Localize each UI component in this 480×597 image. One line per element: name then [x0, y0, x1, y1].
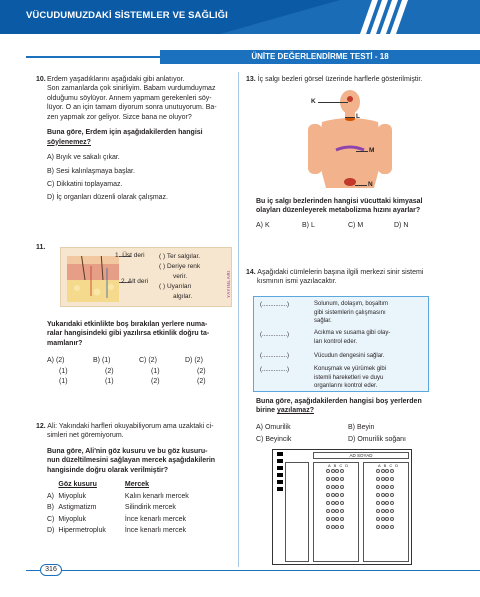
q14-text-1: Aşağıdaki cümlelerin başına ilgili merkezi sinir sistemi — [257, 269, 424, 276]
skin-activity-box — [60, 247, 232, 307]
blank-3[interactable]: (...............) — [260, 353, 290, 359]
option-d[interactable]: D) (2) (2) (2) — [185, 357, 206, 385]
optical-answer-form — [272, 449, 412, 565]
label-k: K — [311, 98, 316, 105]
option-b[interactable]: B) Beyin — [348, 424, 375, 431]
number-grid[interactable] — [285, 462, 309, 562]
option-b[interactable]: B) (1) (2) (1) — [93, 357, 114, 385]
option-c[interactable]: C) Miyopluk İnce kenarlı mercek — [47, 515, 186, 523]
q12-prompt-3: hangisinde doğru olarak verilmiştir? — [47, 466, 168, 474]
answer-grid-2[interactable]: ABCD — [363, 462, 409, 562]
q11-prompt-3: mamlanır? — [47, 339, 83, 347]
label-alt-deri: 2. Alt deri — [121, 278, 149, 285]
option-d[interactable]: D) Hipermetropluk İnce kenarlı mercek — [47, 526, 186, 534]
q12-options-table — [45, 479, 191, 536]
label-m: M — [369, 147, 375, 154]
q12-prompt-2: nun düzeltilmesini sağlayan mercek aşağıdakilerin — [47, 457, 216, 465]
q12-prompt — [36, 447, 236, 475]
option-c[interactable]: C) M — [348, 222, 364, 229]
test-title: ÜNİTE DEĞERLENDİRME TESTİ - 18 — [251, 52, 389, 61]
question-number: 10. — [36, 76, 46, 83]
option-a[interactable]: A) (2) (1) (1) — [47, 357, 68, 385]
label-ust-deri: 1. Üst deri — [115, 252, 145, 259]
col-goz-kusuru: Göz kusuru — [58, 481, 97, 489]
q11-prompt-2: ralar hangisindeki gibi yazılırsa etkinlik doğru ta- — [47, 330, 210, 338]
pointer-l — [345, 117, 355, 118]
q10-prompt — [47, 128, 232, 137]
q11-options — [47, 356, 233, 392]
blank-renk-cont: verir. — [173, 273, 188, 281]
q11-prompt-1: Yukarıdaki etkinlikte boş bırakılan yerlere numa- — [47, 321, 208, 328]
question-14 — [246, 268, 472, 287]
blanks-list — [159, 252, 200, 302]
column-divider — [238, 72, 239, 567]
q14-prompt — [256, 397, 472, 416]
question-11-number — [36, 243, 45, 252]
answer-grid-1[interactable]: ABCD — [313, 462, 359, 562]
subheader-line — [26, 56, 160, 58]
pointer-n — [355, 185, 367, 186]
q10-line-4: lüyor. O an için tamam diyorum sonra unutuyorum. Ba- — [47, 104, 217, 112]
q10-line-5: zen yapmak zor geliyor. Sizce bana ne oluyor? — [47, 113, 192, 121]
option-d[interactable]: D) N — [394, 222, 409, 229]
q14-prompt-1: Buna göre, aşağıdakilerden hangisi boş yerlerden — [256, 398, 422, 405]
q13-prompt-2: olayları düzenleyerek metabolizma hızını ayarlar? — [256, 207, 421, 215]
timing-marks — [277, 452, 283, 562]
skin-layers-image — [67, 256, 119, 302]
statement-1: Solunum, dolaşım, boşaltım gibi sistemlerin çalışmasını sağlar. — [314, 301, 389, 325]
question-number: 11. — [36, 244, 46, 251]
option-a[interactable]: A) Miyopluk Kalın kenarlı mercek — [47, 492, 189, 500]
q12-intro-2: simleri net göremiyorum. — [47, 432, 124, 440]
q13-prompt-1: Bu iç salgı bezlerinden hangisi vücuttaki kimyasal — [256, 198, 423, 205]
label-l: L — [356, 113, 360, 120]
q10-line-1: Erdem yaşadıklarını aşağıdaki gibi anlatıyor. — [47, 76, 185, 83]
option-c[interactable]: C) Dikkatini toplayamaz. — [47, 180, 123, 188]
option-a[interactable]: A) Bıyık ve sakalı çıkar. — [47, 154, 120, 162]
option-b[interactable]: B) L — [302, 222, 315, 229]
option-b[interactable]: B) Sesi kalınlaşmaya başlar. — [47, 167, 135, 175]
q11-prompt — [47, 320, 233, 348]
option-d[interactable]: D) Omurilik soğanı — [348, 436, 406, 443]
blank-2[interactable]: (...............) — [260, 332, 290, 338]
question-13 — [246, 75, 466, 84]
q13-prompt — [256, 197, 470, 216]
blank-uyarilar[interactable]: ( ) Uyarıları — [159, 283, 192, 291]
option-d[interactable]: D) İç organları düzenli olarak çalışmaz. — [47, 194, 168, 202]
q10-prompt-1: Buna göre, Erdem için aşağıdakilerden hangisi — [47, 129, 203, 137]
option-c[interactable]: C) (2) (1) (2) — [139, 357, 160, 385]
test-title-bar — [160, 50, 480, 64]
q13-text: İç salgı bezleri görsel üzerinde harflerle gösterilmiştir. — [257, 76, 423, 83]
question-number: 13. — [246, 76, 256, 83]
blank-4[interactable]: (...............) — [260, 367, 290, 373]
header-stripes — [220, 0, 480, 34]
question-10 — [36, 75, 232, 207]
q14-prompt-3: yazılamaz? — [277, 407, 314, 415]
q14-text-2: kısmının ismi yazılacaktır. — [257, 278, 337, 286]
name-field[interactable]: AD SOYAD — [313, 452, 409, 459]
q10-prompt-2: söylenemez? — [47, 138, 91, 146]
footer-line — [26, 570, 480, 571]
pointer-m — [356, 151, 368, 152]
unit-title: VÜCUDUMUZDAKİ SİSTEMLER VE SAĞLIĞI — [26, 10, 228, 21]
pointer-k — [318, 102, 348, 103]
q10-options — [47, 153, 232, 203]
blank-1[interactable]: (...............) — [260, 302, 290, 308]
statement-3: Vücudun dengesini sağlar. — [314, 353, 385, 359]
col-mercek: Mercek — [124, 481, 150, 489]
statement-4: Konuşmak ve yürümek gibi istemli hareketleri ve duyu organlarını kontrol eder. — [314, 366, 387, 390]
option-a[interactable]: A) K — [256, 222, 270, 229]
q10-line-3: olduğumu söylüyor. Annem yapmam gerekenleri söy- — [47, 94, 212, 102]
q12-prompt-1: Buna göre, Ali'nin göz kusuru ve bu göz kusuru- — [47, 447, 208, 455]
label-n: N — [368, 181, 373, 188]
question-number: 12. — [36, 423, 46, 430]
q14-options — [256, 423, 472, 445]
blank-ter[interactable]: ( ) Ter salgılar. — [159, 253, 201, 260]
statement-2: Acıkma ve susama gibi olay- ları kontrol eder. — [314, 330, 391, 345]
q10-line-2: Son zamanlarda çok sinirliyim. Babam vurdumduymaz — [47, 85, 216, 93]
q14-prompt-2: birine — [256, 407, 276, 415]
publisher-side-text: YAYINLARI — [226, 270, 231, 298]
blank-uyarilar-cont: algılar. — [173, 293, 193, 301]
header-bar — [0, 0, 480, 34]
question-12 — [36, 422, 236, 536]
q14-statements-box — [253, 296, 429, 392]
page-number: 316 — [40, 564, 62, 576]
option-c[interactable]: C) Beyincik — [256, 436, 292, 443]
question-number: 14. — [246, 269, 256, 276]
q12-intro-1: Ali: Yakındaki harfleri okuyabiliyorum ama uzaktaki ci- — [47, 423, 214, 430]
option-b[interactable]: B) Astigmatizm Silindirik mercek — [47, 504, 176, 512]
blank-renk[interactable]: ( ) Deriye renk — [159, 263, 201, 271]
option-a[interactable]: A) Omurilik — [256, 424, 291, 431]
